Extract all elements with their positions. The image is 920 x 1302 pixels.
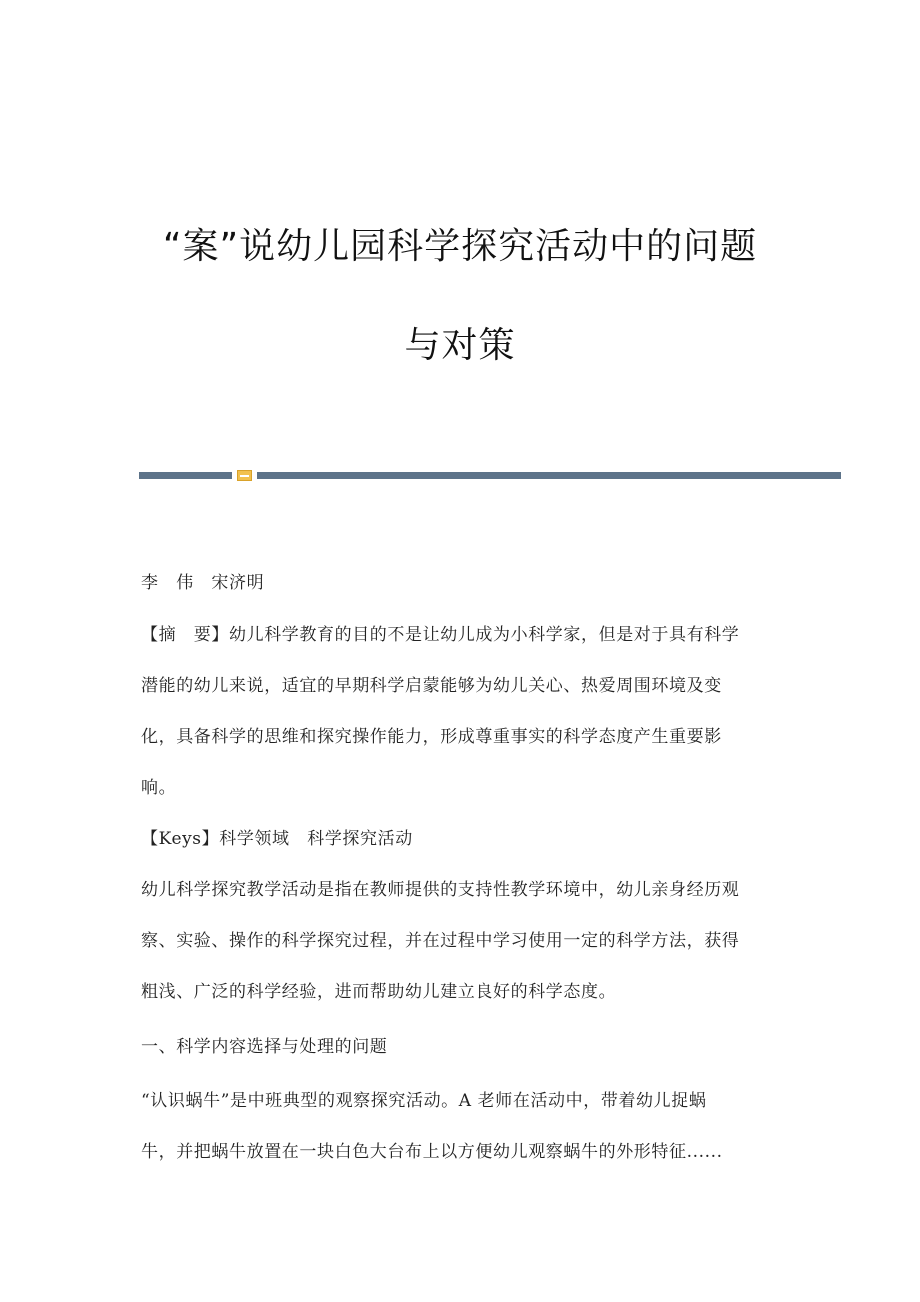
divider-bar-right bbox=[257, 472, 841, 479]
section-heading: 一、科学内容选择与处理的问题 bbox=[141, 1037, 388, 1057]
document-title-line-2: 与对策 bbox=[404, 325, 516, 366]
intro-line: 粗浅、广泛的科学经验，进而帮助幼儿建立良好的科学态度。 bbox=[141, 982, 617, 1002]
section-body-line: “认识蜗牛”是中班典型的观察探究活动。A 老师在活动中，带着幼儿捉蜗 bbox=[141, 1091, 707, 1111]
intro-line: 察、实验、操作的科学探究过程，并在过程中学习使用一定的科学方法，获得 bbox=[141, 931, 740, 951]
authors: 李 伟 宋济明 bbox=[141, 573, 265, 593]
envelope-icon bbox=[237, 470, 252, 481]
intro-paragraph bbox=[141, 865, 781, 1018]
intro-line: 幼儿科学探究教学活动是指在教师提供的支持性教学环境中，幼儿亲身经历观 bbox=[141, 880, 740, 900]
abstract-line: 潜能的幼儿来说，适宜的早期科学启蒙能够为幼儿关心、热爱周围环境及变 bbox=[141, 676, 722, 696]
abstract-line: 化，具备科学的思维和探究操作能力，形成尊重事实的科学态度产生重要影 bbox=[141, 727, 722, 747]
abstract-line: 【摘 要】幼儿科学教育的目的不是让幼儿成为小科学家，但是对于具有科学 bbox=[141, 625, 740, 645]
title-divider bbox=[139, 469, 841, 483]
abstract-line: 响。 bbox=[141, 778, 177, 798]
keywords: 【Keys】科学领域 科学探究活动 bbox=[141, 829, 413, 849]
document-title-line-1: “案”说幼儿园科学探究活动中的问题 bbox=[162, 226, 758, 267]
abstract-paragraph bbox=[141, 610, 781, 814]
section-body-line: 牛，并把蜗牛放置在一块白色大台布上以方便幼儿观察蜗牛的外形特征...... bbox=[141, 1142, 723, 1162]
divider-bar-left bbox=[139, 472, 232, 479]
section-body-paragraph bbox=[141, 1076, 781, 1178]
